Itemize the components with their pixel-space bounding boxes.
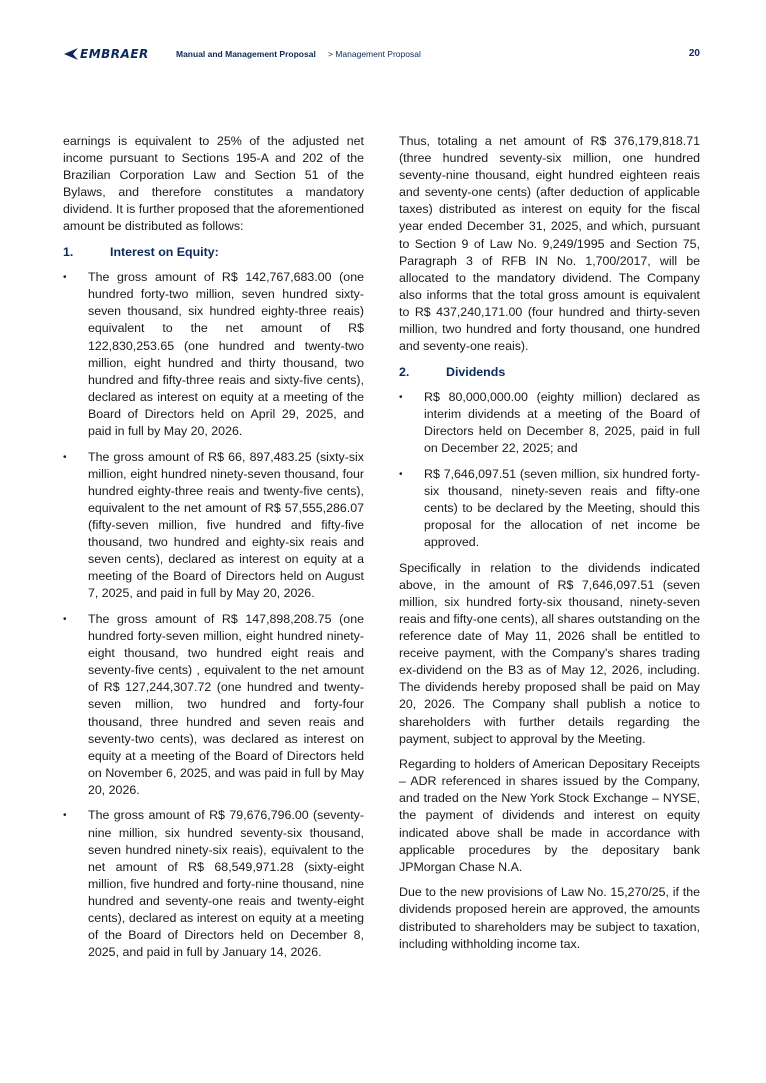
- right-column: [399, 133, 700, 961]
- taxation-paragraph: Due to the new provisions of Law No. 15,270/25, if the dividends proposed herein are approved, the amounts distributed to shareholders may be subject to taxation, including withholding income tax.: [399, 885, 700, 951]
- adr-paragraph: Regarding to holders of American Depositary Receipts – ADR referenced in shares issued by the Company, and traded on the New York Stock Exchange – NYSE, the payment of dividends and interest on equity indicated above shall be made in accordance with applicable procedures by the depositary bank JPMorgan Chase N.A.: [399, 757, 700, 874]
- page-number: 20: [688, 48, 700, 59]
- embraer-logo: [64, 46, 164, 62]
- heading-number: 2.: [399, 364, 410, 379]
- list-item: • The gross amount of R$ 79,676,796.00 (seventy-nine million, six hundred seventy-six thousand, seven hundred ninety-six reais), equivalent to the net amount of R$ 68,549,971.28 (sixty-eight million, five hundred and forty-nine thousand, nine hundred and seventy-one reais and twenty-eight cents), declared as interest on equity at a meeting of the Board of Directors held on December 8, 2025, and paid in full by January 14, 2026.: [63, 807, 364, 961]
- list-item: • The gross amount of R$ 66, 897,483.25 (sixty-six million, eight hundred ninety-seven thousand, four hundred eighty-three reais and twenty-five cents), equivalent to the net amount of R$ 57,555,286.07 (fifty-seven million, five hundred and fifty-five thousand, two hundred and eighty-six reais and seven cents), declared as interest on equity at a meeting of the Board of Directors held on August 7, 2025, and paid in full by May 20, 2026.: [63, 449, 364, 603]
- dividend-details-paragraph: Specifically in relation to the dividends indicated above, in the amount of R$ 7,646,097.51 (seven million, six hundred forty-six thousand, ninety-seven reais and fifty-one cents), all shares outstanding on the reference date of May 11, 2026 shall be entitled to receive payment, with the Company's shares trading ex-dividend on the B3 as of May 12, 2026, including. The dividends hereby proposed shall be paid on May 20, 2026. The Company shall publish a notice to shareholders with further details regarding the payment, subject to approval by the Meeting.: [399, 560, 700, 746]
- section-heading-dividends: [399, 364, 700, 381]
- list-item: • The gross amount of R$ 147,898,208.75 (one hundred forty-seven million, eight hundred ninety-eight thousand, two hundred eight reais and seventy-five cents) , equivalent to the net amount of R$ 127,244,307.72 (one hundred and twenty-seven million, two hundred and forty-four thousand, three hundred and seven reais and seventy-two cents), was declared as interest on equity at a meeting of the Board of Directors held on November 6, 2025, and was paid in full by May 20, 2026.: [63, 611, 364, 799]
- right-intro-paragraph: Thus, totaling a net amount of R$ 376,179,818.71 (three hundred seventy-six million, one hundred seventy-nine thousand, eight hundred eighteen reais and seventy-one cents) (after deduction of applicable taxes) distributed as interest on equity for the fiscal year ended December 31, 2025, and which, pursuant to Section 9 of Law No. 9,249/1995 and Section 75, Paragraph 3 of RFB IN No. 1,700/2017, will be allocated to the mandatory dividend. The Company also informs that the total gross amount is equivalent to R$ 437,240,171.00 (four hundred and thirty-seven million, two hundred and forty thousand, one hundred and seventy-one reais).: [399, 134, 700, 354]
- page-header: [64, 46, 704, 64]
- list-item: • R$ 7,646,097.51 (seven million, six hundred forty-six thousand, ninety-seven reais and fifty-one cents) to be declared by the Meeting, should this proposal for the allocation of net income be approved.: [399, 466, 700, 551]
- list-item: • The gross amount of R$ 142,767,683.00 (one hundred forty-two million, seven hundred sixty-seven thousand, six hundred eighty-three reais) equivalent to the net amount of R$ 122,830,253.65 (one hundred and twenty-two million, eight hundred and thirty thousand, two hundred and fifty-three reais and sixty-five cents), declared as interest on equity at a meeting of the Board of Directors held on April 29, 2025, and paid in full by May 20, 2026.: [63, 269, 364, 440]
- left-column: [63, 133, 364, 970]
- left-intro-paragraph: earnings is equivalent to 25% of the adjusted net income pursuant to Sections 195-A and 202 of the Brazilian Corporation Law and Section 51 of the Bylaws, and therefore constitutes a mandatory dividend. It is further proposed that the aforementioned amount be distributed as follows:: [63, 134, 365, 234]
- heading-label: Dividends: [446, 364, 506, 379]
- list-item: • R$ 80,000,000.00 (eighty million) declared as interim dividends at a meeting of the Board of Directors held on December 8, 2025, paid in full on December 22, 2025; and: [399, 389, 700, 457]
- document-title: Manual and Management Proposal: [176, 49, 316, 59]
- section-breadcrumb: > Management Proposal: [328, 49, 421, 59]
- heading-label: Interest on Equity:: [110, 245, 219, 260]
- logo-text: EMBRAER: [80, 47, 149, 61]
- embraer-wing-icon: [64, 48, 78, 60]
- heading-number: 1.: [63, 245, 74, 260]
- section-heading-interest: [63, 244, 364, 261]
